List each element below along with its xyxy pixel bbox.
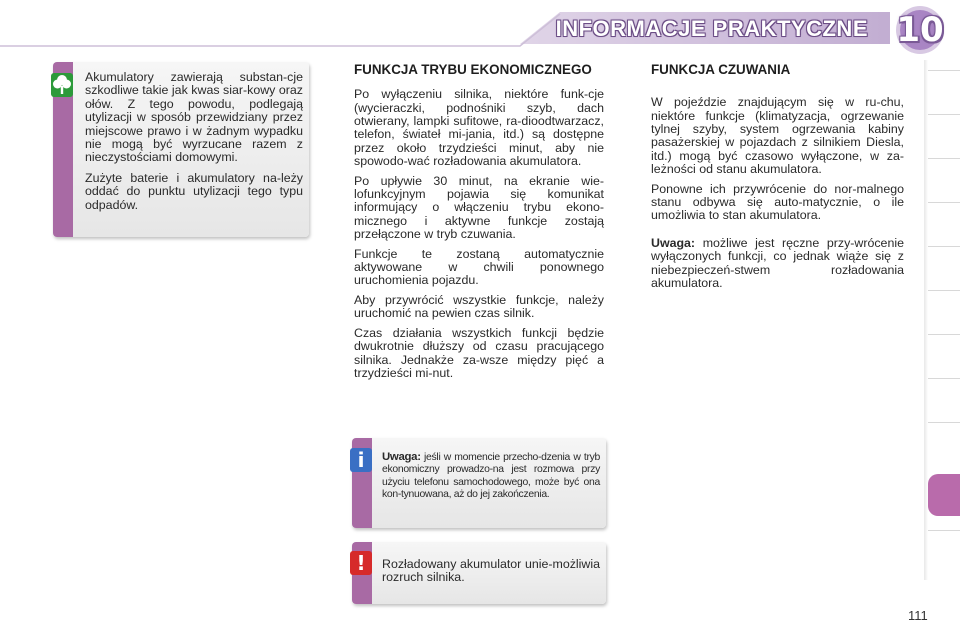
chapter-tab[interactable]: [928, 378, 960, 426]
chapter-number: 10: [896, 10, 944, 50]
warning-text: Rozładowany akumulator unie-możliwia rozruch silnika.: [382, 557, 600, 585]
chapter-tab[interactable]: [928, 530, 960, 578]
tree-icon: [51, 73, 73, 97]
standby-section: [651, 63, 904, 296]
section-title: FUNKCJA CZUWANIA: [651, 62, 791, 77]
chapter-tab[interactable]: [928, 246, 960, 294]
warning-box: [352, 542, 606, 604]
info-note-text: jeśli w momencie przecho-dzenia w tryb ekonomiczny prowadzo-na jest rozmowa przy użyciu telefonu samochodowego, może być ona kon-tynuowana, aż do jej zakończenia.: [382, 452, 600, 501]
chapter-tab[interactable]: [928, 422, 960, 470]
exclamation-icon: !: [350, 551, 372, 575]
chapter-tab[interactable]: [928, 70, 960, 118]
economy-mode-section: [354, 63, 604, 386]
standby-paragraph: W pojeździe znajdującym się w ru-chu, niektóre funkcje (klimatyzacja, ogrzewanie tylnej szyby, system ogrzewania kabiny pasażerskiej w pojazdach z silnikiem Diesla, itd.) mogą być czasowo wyłączone, w za-leżności od stanu akumulatora.: [651, 95, 904, 177]
economy-paragraph: Aby przywrócić wszystkie funkcje, należy uruchomić na pewien czas silnik.: [354, 292, 604, 321]
standby-note-label: Uwaga:: [651, 235, 696, 250]
economy-paragraph: Po upływie 30 minut, na ekranie wie-lofunkcyjnym pojawia się komunikat informujący o włączeniu trybu ekono-micznego i aktywne funkcje zostają przełączone w tryb czuwania.: [354, 173, 604, 242]
eco-paragraph: Akumulatory zawierają substan-cje szkodliwe takie jak kwas siar-kowy oraz ołów. Z tego powodu, podlegają utylizacji w sposób przewidziany przez miejscowe prawo i w żadnym wypadku nie mogą być wyrzucane razem z nieczystościami domowymi.: [85, 70, 303, 165]
section-title: FUNKCJA TRYBU EKONOMICZNEGO: [354, 62, 592, 77]
chapter-tab[interactable]: [928, 114, 960, 162]
chapter-tab[interactable]: [928, 334, 960, 382]
eco-info-box: [53, 62, 309, 237]
economy-paragraph: Funkcje te zostaną automatycznie aktywowane w chwili ponownego uruchomienia pojazdu.: [354, 246, 604, 288]
info-icon: i: [350, 448, 372, 472]
chapter-tabs: [928, 70, 960, 590]
eco-paragraph: Zużyte baterie i akumulatory na-leży oddać do punktu utylizacji tego typu odpadów.: [85, 170, 303, 212]
economy-paragraph: Po wyłączeniu silnika, niektóre funk-cje (wycieraczki, podnośniki szyb, dach otwierany, lampki sufitowe, ra-dioodtwarzacz, telefon, świateł mi-jania, itd.) są dostępne przez około trzydzieści minut, aby nie spowodo-wać rozładowania akumulatora.: [354, 87, 604, 169]
chapter-tab[interactable]: [928, 290, 960, 338]
economy-paragraph: Czas działania wszystkich funkcji będzie dwukrotnie dłuższy od czasu pracującego silnika. Jednakże za-wsze między pięć a trzydzieści mi-nut.: [354, 325, 604, 380]
info-note-box: [352, 438, 606, 528]
standby-note-text: możliwe jest ręczne przy-wrócenie wyłączonych funkcji, co jednak wiąże się z niebezpieczeń-stwem rozładowania akumulatora.: [651, 235, 904, 291]
standby-paragraph: Ponowne ich przywrócenie do nor-malnego stanu odbywa się auto-matycznie, o ile umożliwia to stan akumulatora.: [651, 181, 904, 223]
chapter-title: INFORMACJE PRAKTYCZNE: [555, 16, 868, 41]
chapter-tab[interactable]: [928, 158, 960, 206]
chapter-tab[interactable]: [928, 202, 960, 250]
chapter-tab-active[interactable]: [928, 474, 960, 516]
info-note-label: Uwaga:: [382, 451, 421, 463]
page-number: 111: [908, 608, 928, 623]
